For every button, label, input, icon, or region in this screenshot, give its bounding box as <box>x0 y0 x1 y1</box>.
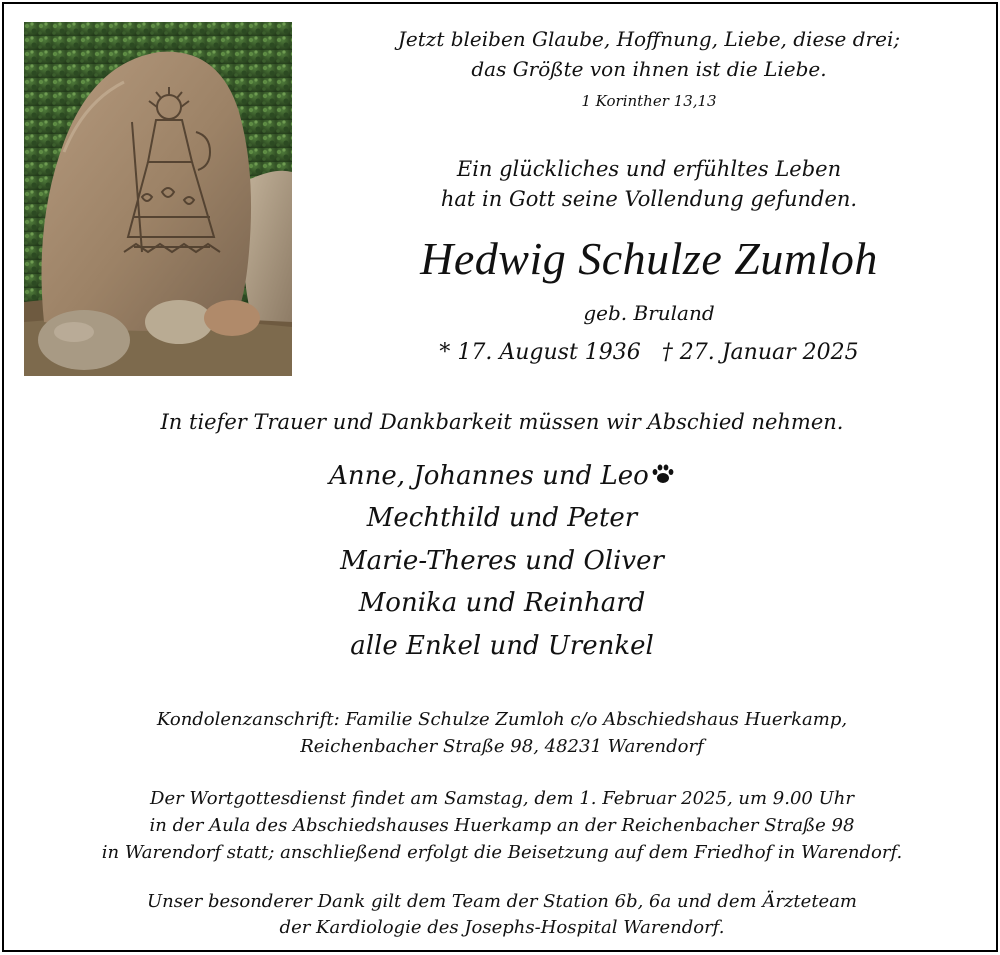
thanks-line-1: Unser besonderer Dank gilt dem Team der Station 6b, 6a und dem Ärzteteam <box>146 891 857 912</box>
family-member-line <box>4 455 1000 498</box>
deceased-name: Hedwig Schulze Zumloh <box>420 233 878 284</box>
verse-line-2: das Größte von ihnen ist die Liebe. <box>471 57 827 81</box>
service-line-3: in Warendorf statt; anschließend erfolgt die Beisetzung auf dem Friedhof in Warendorf. <box>101 842 903 863</box>
verse-reference: 1 Korinther 13,13 <box>581 92 717 110</box>
condolence-line-1: Kondolenzanschrift: Familie Schulze Zumloh c/o Abschiedshaus Huerkamp, <box>156 709 848 730</box>
service-line-1: Der Wortgottesdienst findet am Samstag, dem 1. Februar 2025, um 9.00 Uhr <box>150 788 854 809</box>
life-line-2: hat in Gott seine Vollendung gefunden. <box>440 187 858 211</box>
life-dates: * 17. August 1936 † 27. Januar 2025 <box>439 340 859 365</box>
service-line-2: in der Aula des Abschiedshauses Huerkamp an der Reichenbacher Straße 98 <box>149 815 855 836</box>
birth-name: geb. Bruland <box>583 301 715 325</box>
paw-print-icon <box>651 456 675 499</box>
family-line-2: Mechthild und Peter <box>366 503 638 533</box>
thanks-line-2: der Kardiologie des Josephs-Hospital Warendorf. <box>279 917 725 938</box>
condolence-line-2: Reichenbacher Straße 98, 48231 Warendorf <box>300 736 704 757</box>
obituary-frame <box>2 2 998 952</box>
family-line-4: Monika und Reinhard <box>358 588 646 618</box>
life-line-1: Ein glückliches und erfühltes Leben <box>456 157 842 181</box>
memorial-stone-photo <box>24 22 292 376</box>
family-line-1: Anne, Johannes und Leo <box>329 461 649 491</box>
family-line-5: alle Enkel und Urenkel <box>350 631 654 661</box>
verse-line-1: Jetzt bleiben Glaube, Hoffnung, Liebe, diese drei; <box>397 27 901 51</box>
mourning-line: In tiefer Trauer und Dankbarkeit müssen wir Abschied nehmen. <box>160 410 844 434</box>
memorial-stone-illustration <box>24 22 292 376</box>
family-line-3: Marie-Theres und Oliver <box>340 546 664 576</box>
